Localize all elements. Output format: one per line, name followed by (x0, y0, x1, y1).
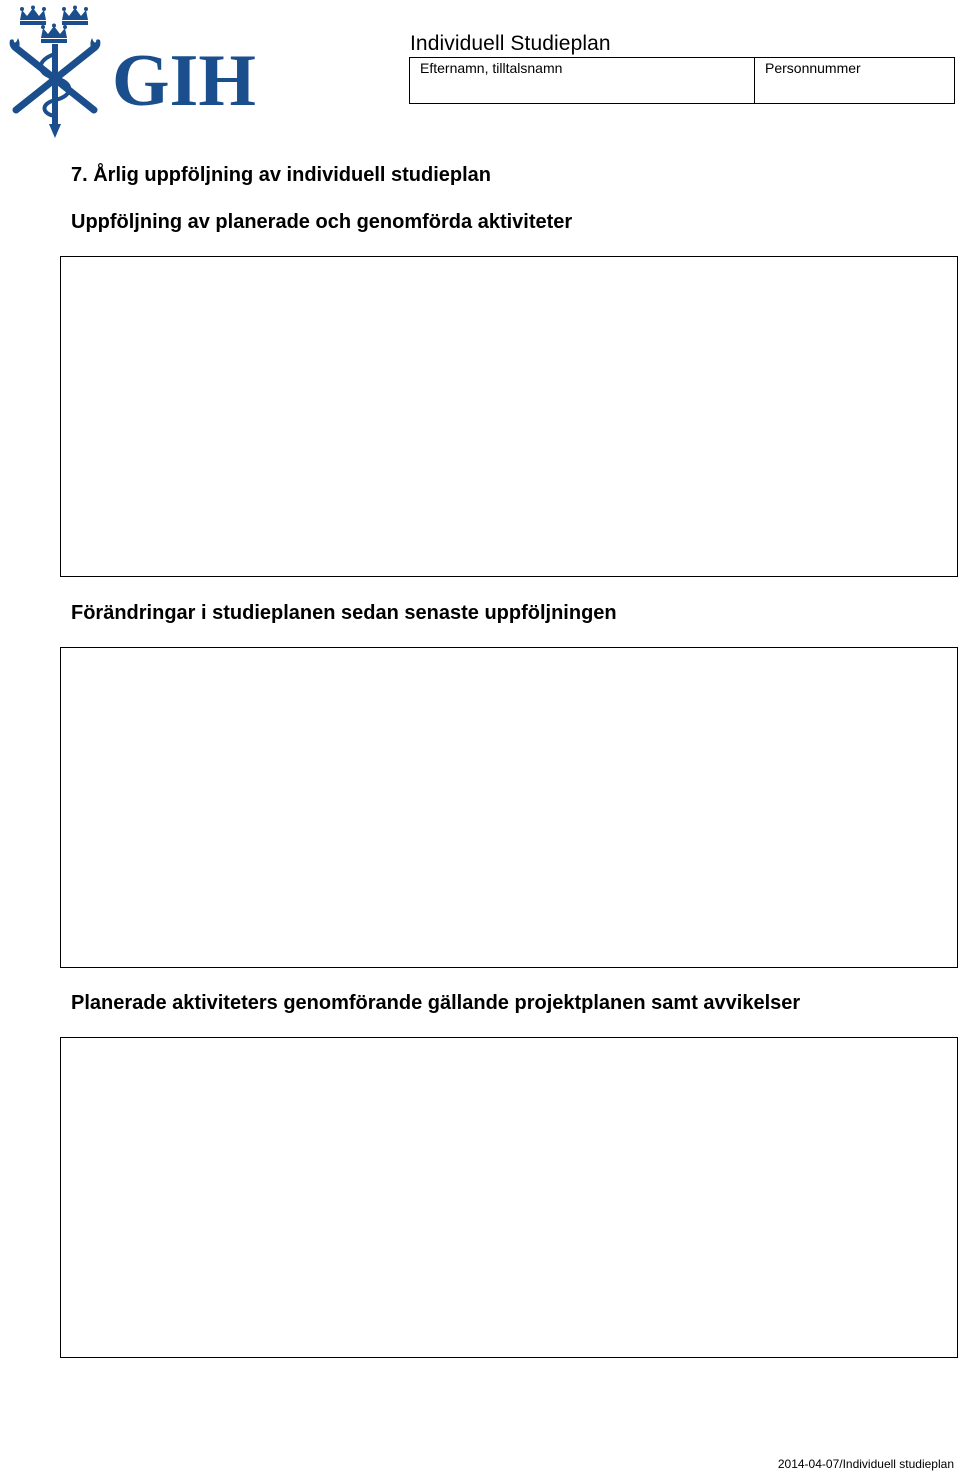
personnummer-field[interactable] (755, 58, 954, 103)
personnummer-field-label: Personnummer (765, 60, 861, 76)
logo-text: GIH (112, 40, 256, 122)
text-area-project-deviations[interactable] (60, 1037, 958, 1358)
field-label-planned-activities: Uppföljning av planerade och genomförda aktiviteter (71, 211, 573, 233)
footer-text: 2014-04-07/Individuell studieplan (777, 1457, 954, 1471)
field-label-project-deviations: Planerade aktiviteters genomförande gällande projektplanen samt avvikelser (71, 992, 801, 1014)
identity-fields (409, 57, 955, 104)
field-label-plan-changes: Förändringar i studieplanen sedan senaste uppföljningen (71, 602, 617, 624)
text-area-plan-changes[interactable] (60, 647, 958, 968)
text-area-planned-activities[interactable] (60, 256, 958, 577)
name-field-label: Efternamn, tilltalsnamn (420, 60, 563, 76)
name-field[interactable] (410, 58, 755, 103)
gih-crest-icon (6, 4, 258, 140)
document-title: Individuell Studieplan (410, 32, 611, 55)
gih-logo (6, 4, 258, 140)
section-title: 7. Årlig uppföljning av individuell studieplan (71, 164, 492, 186)
